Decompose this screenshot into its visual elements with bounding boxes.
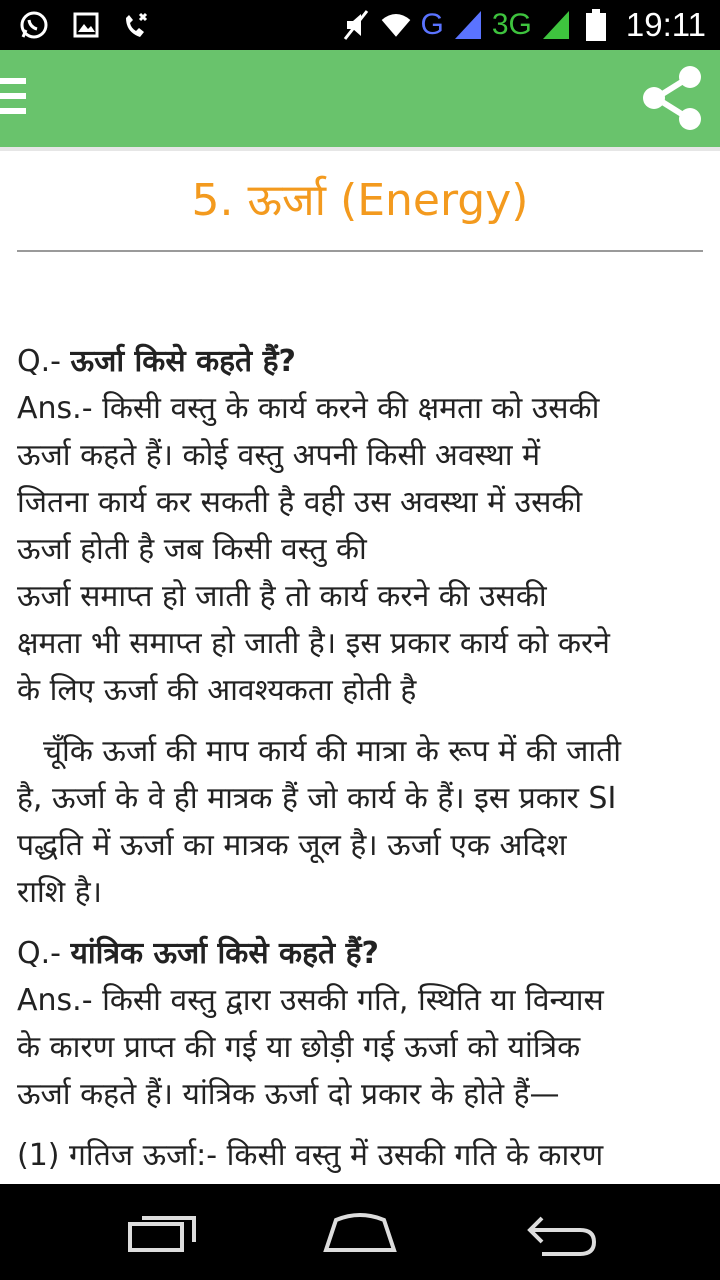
question-1	[17, 338, 711, 385]
page-title: 5. ऊर्जा (Energy)	[191, 175, 529, 226]
question-1-text: ऊर्जा किसे कहते हैं?	[70, 344, 296, 379]
partial-line: (1) गतिज ऊर्जा:- किसी वस्तु में उसकी गति के कारण	[17, 1138, 604, 1173]
answer-line: के कारण प्राप्त की गई या छोड़ी गई ऊर्जा को यांत्रिक	[17, 1030, 581, 1065]
signal-icon	[452, 8, 484, 42]
clock: 19:11	[625, 6, 706, 43]
wifi-icon	[380, 8, 412, 42]
app-bar-shadow	[0, 147, 720, 151]
hamburger-menu-icon[interactable]	[0, 78, 28, 120]
paragraph-line: है, ऊर्जा के वे ही मात्रक हैं जो कार्य के हैं। इस प्रकार SI	[17, 781, 617, 816]
paragraph-line: राशि है।	[17, 875, 103, 910]
answer-line: Ans.- किसी वस्तु द्वारा उसकी गति, स्थिति या विन्यास	[17, 983, 604, 1018]
answer-line: के लिए ऊर्जा की आवश्यकता होती है	[17, 673, 417, 708]
navigation-bar	[0, 1184, 720, 1280]
title-divider	[17, 250, 703, 252]
whatsapp-icon	[18, 8, 50, 42]
question-2-text: यांत्रिक ऊर्जा किसे कहते हैं?	[70, 936, 379, 971]
question-1-prefix: Q.-	[17, 344, 71, 379]
answer-line: ऊर्जा कहते हैं। कोई वस्तु अपनी किसी अवस्था में	[17, 438, 541, 473]
answer-2	[17, 977, 711, 1118]
recent-apps-icon[interactable]	[122, 1208, 202, 1258]
back-icon[interactable]	[522, 1208, 602, 1258]
network-3g-label: 3G	[491, 8, 532, 41]
paragraph-line: चूँकि ऊर्जा की माप कार्य की मात्रा के रूप में की जाती	[43, 734, 621, 769]
question-2	[17, 930, 711, 977]
answer-line: ऊर्जा होती है जब किसी वस्तु की	[17, 532, 367, 567]
home-icon[interactable]	[320, 1208, 400, 1258]
answer-line: जितना कार्य कर सकती है वही उस अवस्था में उसकी	[17, 485, 583, 520]
app-bar	[0, 50, 720, 147]
answer-1	[17, 385, 711, 714]
paragraph-2	[17, 728, 711, 916]
question-2-prefix: Q.-	[17, 936, 71, 971]
paragraph-line: पद्धति में ऊर्जा का मात्रक जूल है। ऊर्जा एक अदिश	[17, 828, 567, 863]
status-bar	[0, 0, 720, 50]
answer-line: ऊर्जा कहते हैं। यांत्रिक ऊर्जा दो प्रकार के होते हैं—	[17, 1077, 560, 1112]
answer-line: Ans.- किसी वस्तु के कार्य करने की क्षमता को उसकी	[17, 391, 600, 426]
share-icon[interactable]	[636, 62, 708, 134]
network-g-label: G	[420, 8, 444, 41]
answer-line: क्षमता भी समाप्त हो जाती है। इस प्रकार कार्य को करने	[17, 626, 610, 661]
missed-call-icon	[122, 8, 154, 42]
battery-icon	[580, 8, 612, 42]
answer-line: ऊर्जा समाप्त हो जाती है तो कार्य करने की उसकी	[17, 579, 547, 614]
signal-icon	[540, 8, 572, 42]
article-content	[17, 338, 711, 1179]
mute-icon	[340, 8, 372, 42]
image-icon	[70, 8, 102, 42]
